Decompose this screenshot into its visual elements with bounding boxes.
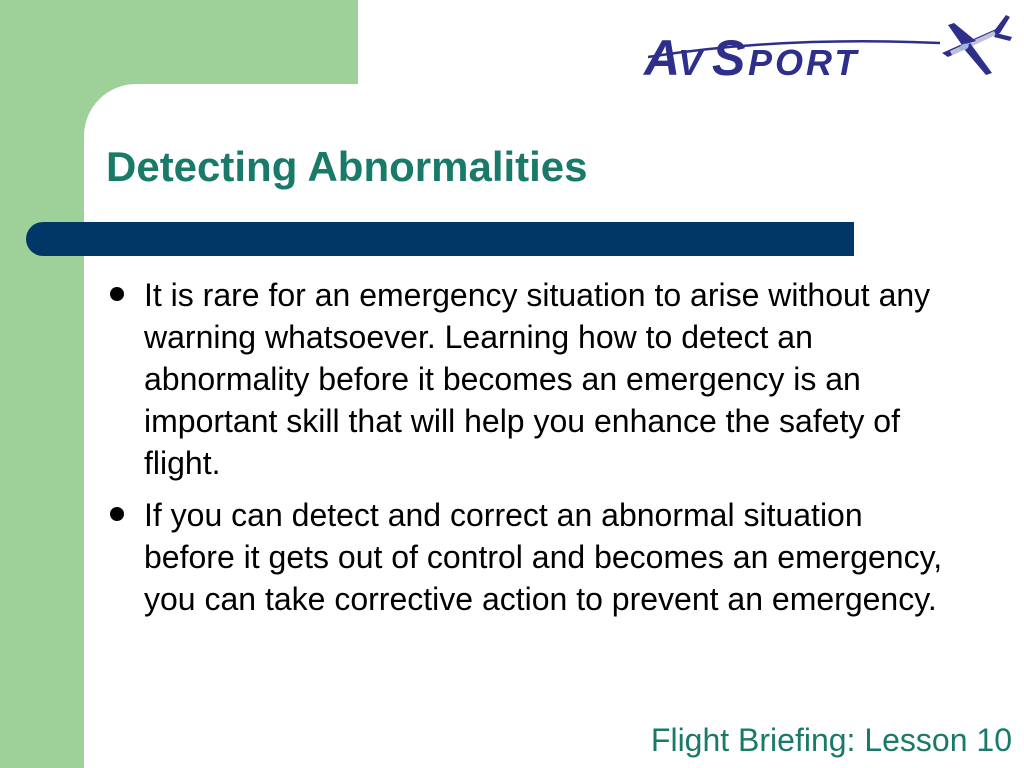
bullet-text: It is rare for an emergency situation to arise without any warning whatsoever. Learning how to detect an abnormality before it becomes an emergency is an important skill that will help you enhance the safety of flight. (144, 277, 931, 481)
airplane-icon (942, 15, 1012, 75)
title-underline-bar (26, 222, 854, 256)
svg-text:S: S (712, 30, 747, 81)
bullet-dot-icon (110, 507, 124, 521)
svg-text:A: A (644, 30, 682, 81)
svg-text:PORT: PORT (748, 42, 860, 81)
bullet-text: If you can detect and correct an abnormal situation before it gets out of control and becomes an emergency, you can take corrective action to prevent an emergency. (144, 497, 943, 617)
svg-text:V: V (678, 42, 704, 81)
avsport-logo (640, 5, 1015, 81)
bullet-list (108, 274, 948, 630)
bullet-item (108, 274, 948, 484)
slide-title: Detecting Abnormalities (106, 143, 588, 190)
bullet-item (108, 494, 948, 620)
slide-footer: Flight Briefing: Lesson 10 (650, 722, 1012, 758)
bullet-dot-icon (110, 287, 124, 301)
